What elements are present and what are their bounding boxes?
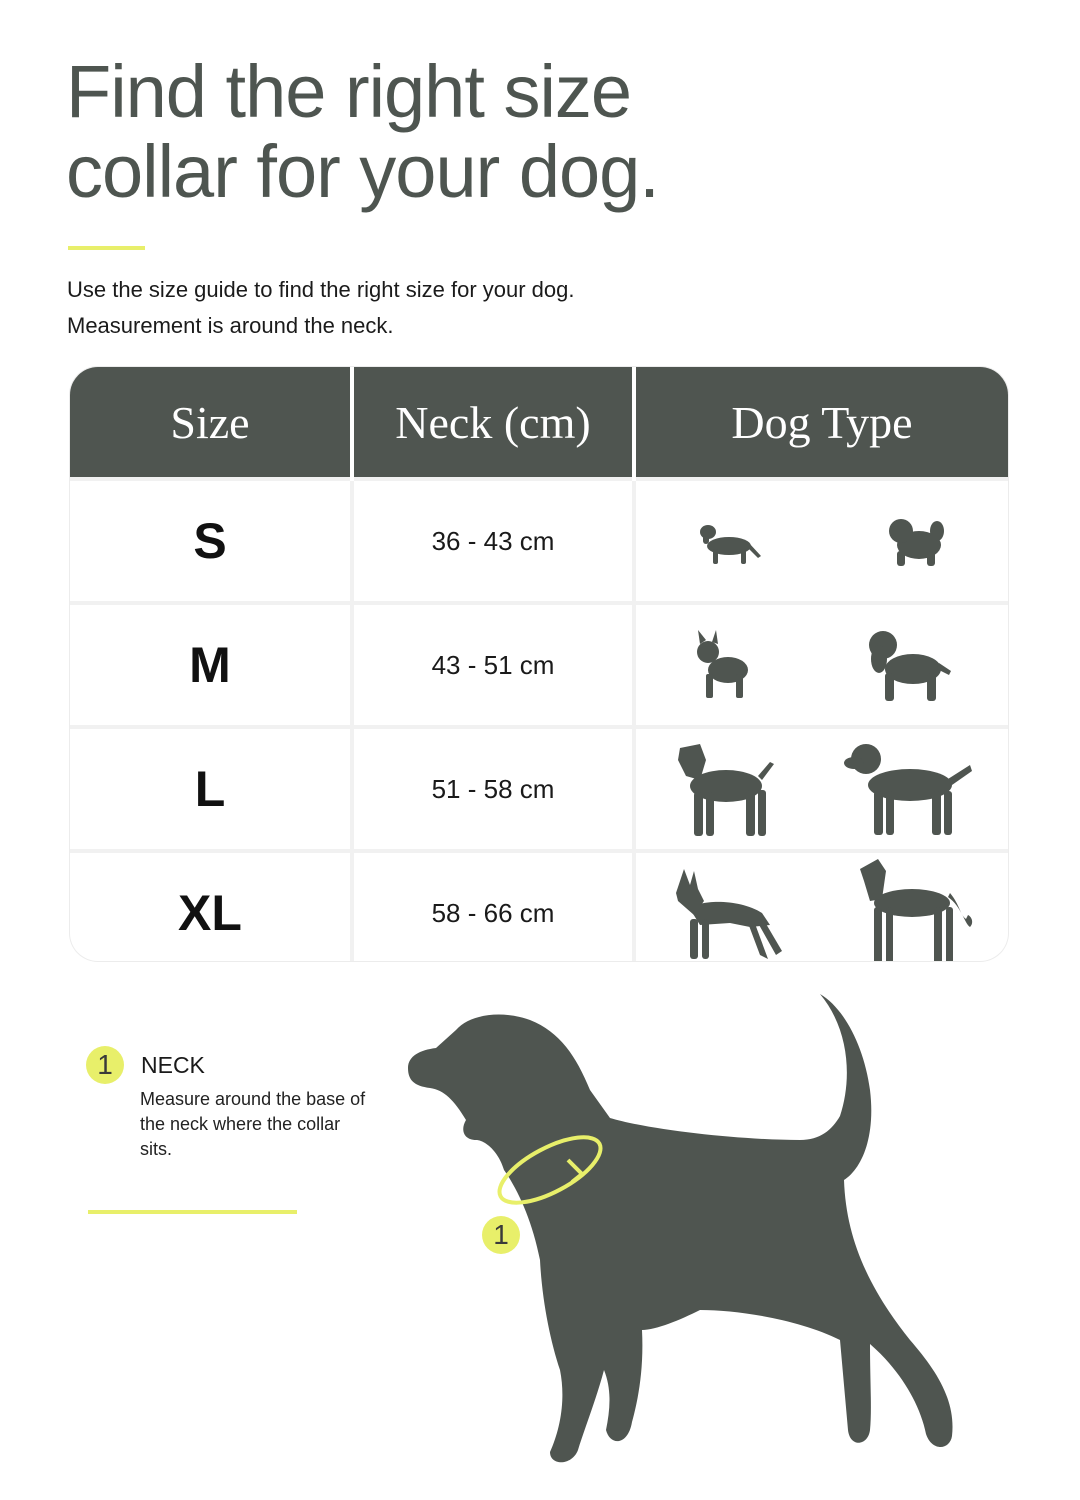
intro-line-1: Use the size guide to find the right size for your dog. [67, 277, 575, 302]
shih-tzu-icon [887, 515, 945, 567]
size-cell: S [70, 479, 352, 603]
step-number-badge: 1 [86, 1046, 124, 1084]
step-number-marker: 1 [482, 1216, 520, 1254]
neck-cell: 51 - 58 cm [352, 727, 634, 851]
dog-type-cell [634, 479, 1008, 603]
header-size: Size [70, 367, 352, 479]
title-line-1: Find the right size [66, 50, 632, 133]
retriever-icon [844, 741, 974, 837]
size-table [70, 367, 1008, 961]
size-cell: M [70, 603, 352, 727]
dog-type-cell [634, 851, 1008, 961]
neck-cell: 43 - 51 cm [352, 603, 634, 727]
page-title [66, 52, 966, 212]
spaniel-icon [865, 627, 951, 703]
french-bulldog-icon [694, 630, 752, 700]
dog-type-cell [634, 603, 1008, 727]
title-line-2: collar for your dog. [66, 130, 659, 213]
dachshund-icon [699, 516, 763, 566]
header-neck: Neck (cm) [352, 367, 634, 479]
header-dog-type: Dog Type [634, 367, 1008, 479]
guide-underline [88, 1210, 297, 1214]
table-header-row [70, 367, 1008, 479]
size-cell: XL [70, 851, 352, 961]
neck-cell: 36 - 43 cm [352, 479, 634, 603]
neck-heading: NECK [141, 1052, 205, 1078]
german-shepherd-icon [670, 865, 784, 961]
table-row [70, 603, 1008, 727]
neck-description: Measure around the base of the neck where the collar sits. [140, 1089, 366, 1159]
table-row [70, 727, 1008, 851]
intro-line-2: Measurement is around the neck. [67, 313, 394, 338]
table-row [70, 479, 1008, 603]
title-underline [68, 246, 145, 250]
dog-type-cell [634, 727, 1008, 851]
neck-cell: 58 - 66 cm [352, 851, 634, 961]
great-dane-icon [850, 857, 974, 961]
boxer-icon [670, 740, 778, 838]
table-row [70, 851, 1008, 961]
size-cell: L [70, 727, 352, 851]
